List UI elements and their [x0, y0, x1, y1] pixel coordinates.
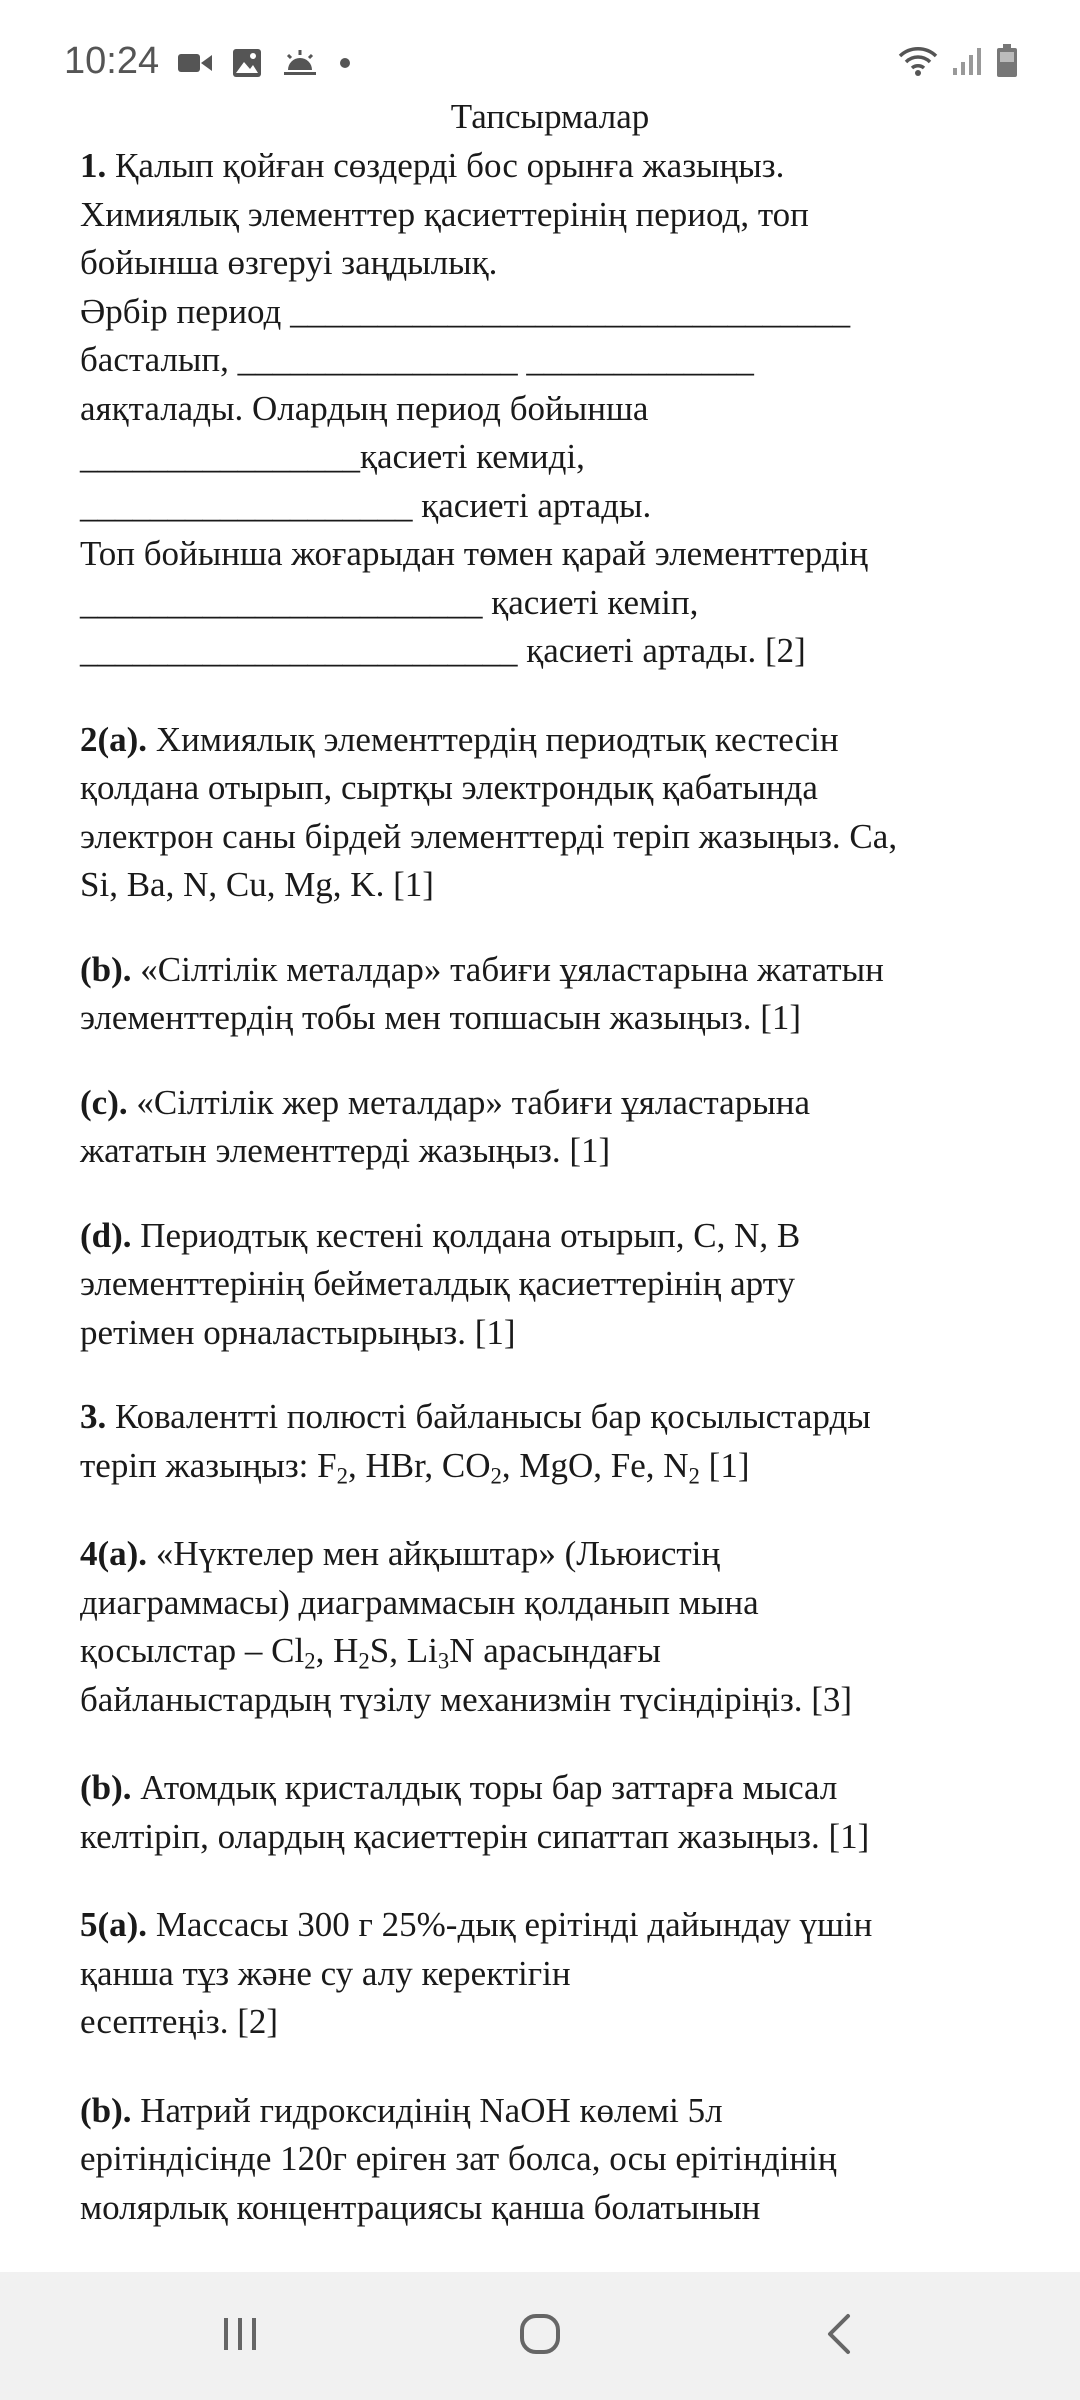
question-2c [80, 1079, 1020, 1176]
q4b-line: Атомдық кристалдық торы бар заттарға мысал [131, 1768, 838, 1807]
battery-icon [996, 44, 1018, 83]
question-4b [80, 1764, 1020, 1861]
subscript: 3 [437, 1648, 450, 1674]
navigation-bar [0, 2272, 1080, 2400]
q3-text: теріп жазыңыз: F [80, 1445, 337, 1485]
q1-line: _________________________ қасиеті артады. [2] [80, 631, 806, 670]
q5b-line: молярлық концентрациясы қанша болатынын [80, 2187, 761, 2227]
q4a-text: S, Li [369, 1631, 438, 1670]
q2d-line: ретімен орналастырыңыз. [1] [80, 1312, 516, 1352]
question-2b [80, 946, 1020, 1043]
q4a-line: «Нүктелер мен айқыштар» (Льюистің [147, 1534, 721, 1573]
recents-button[interactable] [200, 2296, 280, 2376]
q1-line: ___________________ қасиеті артады. [80, 485, 652, 525]
q4b-line: келтіріп, олардың қасиеттерін сипаттап жазыңыз. [1] [80, 1816, 870, 1856]
q4b-number: (b). [80, 1768, 132, 1807]
question-2d [80, 1212, 1020, 1358]
q3-text: , HBr, CO [347, 1445, 491, 1485]
q5a-line: қанша тұз және су алу керектігін [80, 1953, 571, 1993]
q5a-line: Массасы 300 г 25%-дық ерітінді дайындау үшін [147, 1905, 873, 1944]
subscript: 2 [688, 1462, 700, 1488]
q1-line: Әрбір период ________________________________ [80, 291, 851, 331]
weather-icon [282, 48, 318, 83]
q3-text: [1] [699, 1445, 750, 1485]
q2d-line: Периодтық кестені қолдана отырып, C, N, B [131, 1215, 801, 1255]
q4a-text: N арасындағы [449, 1631, 661, 1670]
question-5b [80, 2087, 1020, 2233]
q1-line: Топ бойынша жоғарыдан төмен қарай элементтердің [80, 534, 869, 573]
q3-text: , MgO, Fe, N [501, 1445, 689, 1485]
q4a-text: , H [315, 1631, 359, 1670]
question-3 [80, 1393, 1020, 1490]
q4a-text: қосылстар – Cl [80, 1631, 305, 1670]
q2b-number: (b). [80, 949, 132, 989]
home-button[interactable] [500, 2296, 580, 2376]
question-1 [80, 142, 1020, 676]
question-4a [80, 1530, 1020, 1724]
subscript: 2 [336, 1462, 348, 1488]
q4a-line: байланыстардың түзілу механизмін түсіндіріңіз. [3] [80, 1679, 853, 1719]
status-time: 10:24 [64, 40, 160, 82]
q4a-formula-line [80, 1627, 1020, 1676]
q2d-number: (d). [80, 1215, 132, 1255]
q5a-line: есептеңіз. [2] [80, 2002, 279, 2041]
q1-line: аяқталады. Олардың период бойынша [80, 388, 649, 428]
q2c-line: жататын элементтерді жазыңыз. [1] [80, 1131, 611, 1170]
q5a-number: 5(a). [80, 1905, 148, 1944]
image-icon [232, 48, 262, 83]
back-icon [820, 2310, 860, 2363]
q2b-line: «Сілтілік металдар» табиғи ұяластарына жататын [131, 949, 884, 989]
q4a-line: диаграммасы) диаграммасын қолданып мына [80, 1582, 759, 1622]
q2a-line: электрон саны бірдей элементтерді теріп жазыңыз. Ca, [80, 816, 898, 856]
document-title: Тапсырмалар [450, 97, 650, 136]
q1-line: _______________________ қасиеті кеміп, [80, 582, 699, 622]
subscript: 2 [304, 1648, 316, 1674]
q1-line: Қалып қойған сөздерді бос орынға жазыңыз. [106, 146, 785, 185]
status-bar [0, 0, 1080, 100]
q3-formula-line [80, 1442, 1020, 1491]
q5b-line: Натрий гидроксидінің NaOH көлемі 5л [131, 2090, 723, 2130]
status-icons-left [178, 48, 352, 83]
question-2a [80, 716, 1020, 910]
q1-number: 1. [80, 146, 107, 185]
subscript: 2 [358, 1648, 370, 1674]
q2a-line: Si, Ba, N, Cu, Mg, K. [1] [80, 865, 434, 904]
video-icon [178, 51, 212, 80]
q1-line: Химиялық элементтер қасиеттерінің период, топ [80, 194, 809, 234]
q2d-line: элементтерінің бейметалдық қасиеттерінің арту [80, 1264, 796, 1303]
q3-line: Ковалентті полюсті байланысы бар қосылыстарды [106, 1397, 871, 1436]
q1-line: бойынша өзгеруі заңдылық. [80, 243, 498, 282]
back-button[interactable] [800, 2296, 880, 2376]
wifi-icon [898, 45, 938, 82]
home-icon [516, 2310, 564, 2363]
q1-line: басталып, ________________ _____________ [80, 340, 754, 379]
dot-icon [338, 56, 352, 75]
q5b-line: ерітіндісінде 120г еріген зат болса, осы ерітіндінің [80, 2139, 837, 2178]
q5b-number: (b). [80, 2090, 132, 2130]
signal-icon [952, 46, 982, 81]
q2b-line: элементтердің тобы мен топшасын жазыңыз. [1] [80, 998, 802, 1037]
q2a-line: Химиялық элементтердің периодтық кестесін [147, 719, 839, 759]
recents-icon [218, 2312, 262, 2361]
q1-line: ________________қасиеті кемиді, [80, 437, 585, 476]
question-5a [80, 1901, 1020, 2047]
q4a-number: 4(a). [80, 1534, 148, 1573]
subscript: 2 [490, 1462, 502, 1488]
q2c-number: (c). [80, 1082, 128, 1122]
q2c-line: «Сілтілік жер металдар» табиғи ұяластарына [127, 1082, 810, 1122]
q2a-line: қолдана отырып, сыртқы электрондық қабатында [80, 768, 818, 807]
document [80, 92, 1020, 2232]
q2a-number: 2(a). [80, 719, 148, 759]
status-icons-right [898, 44, 1018, 83]
q3-number: 3. [80, 1397, 107, 1436]
